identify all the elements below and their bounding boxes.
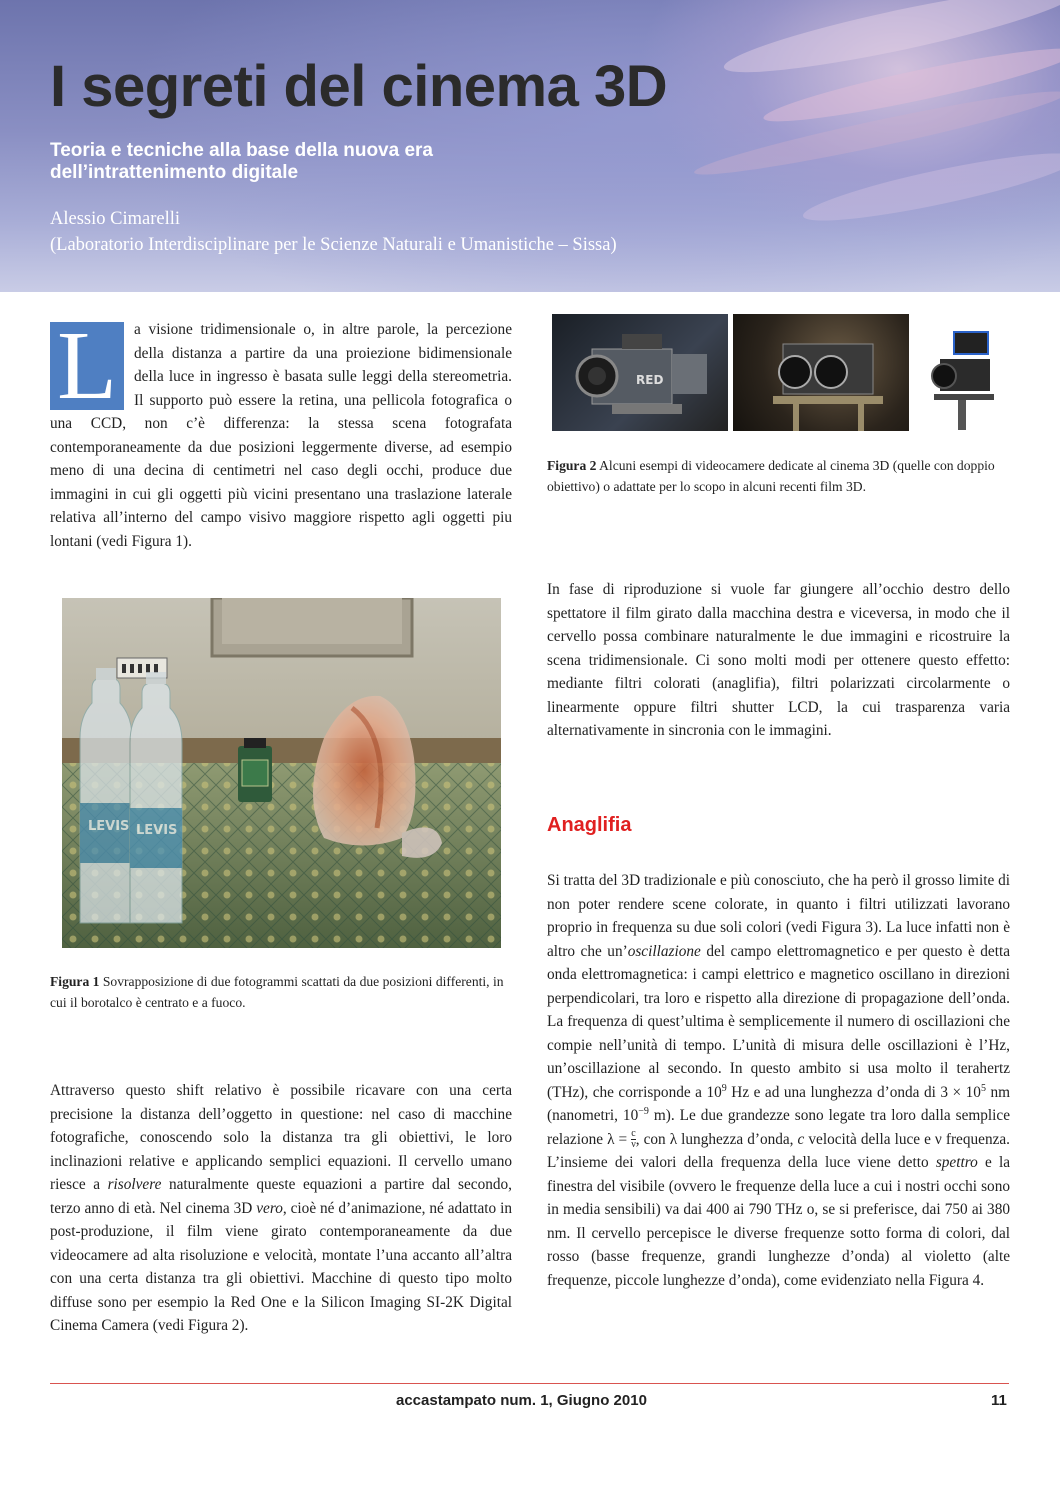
header-banner (0, 0, 1060, 292)
figure-2-camera-3 (914, 314, 1010, 431)
figure-2-caption-text: Alcuni esempi di videocamere dedicate al cinema 3D (quelle con doppio obiettivo) o adattate per lo scopo in alcuni recenti film 3D. (547, 458, 995, 494)
figure-1-label: Figura 1 (50, 974, 100, 989)
emphasis: risolvere (107, 1176, 162, 1193)
footer-divider (50, 1383, 1009, 1384)
intro-paragraph (50, 312, 512, 553)
section-title-anaglifia: Anaglifia (547, 814, 632, 836)
figure-1-photo (62, 598, 501, 948)
intro-text: a visione tridimensionale o, in altre parole, la percezione della distanza a partire da una proiezione bidimensionale della luce in ingresso è basata sulle leggi della stereometria. Il supporto può essere la retina, una pellicola fotografica o una CCD, non c’è differenza: la stessa scena fotografata contemporaneamente da due posizioni leggermente diverse, ad esempio meno di una decina di centimetri nel caso degli occhi, produce due immagini in cui gli oggetti più vicini presentano una traslazione laterale relativa all’interno del campo visivo maggiore rispetto agli oggetti piu lontani (vedi Figura 1). (50, 321, 512, 550)
svg-text:RED: RED (636, 373, 664, 387)
superscript: 5 (980, 1082, 986, 1094)
footer-journal: accastampato num. 1, Giugno 2010 (396, 1392, 647, 1409)
page-number: 11 (991, 1392, 1007, 1409)
camera-rig-image (552, 314, 728, 431)
figure-2-camera-2 (733, 314, 909, 431)
figure-1-illustration (62, 598, 501, 948)
author-affiliation: (Laboratorio Interdisciplinare per le Scienze Naturali e Umanistiche – Sissa) (50, 235, 617, 255)
emphasis: spettro (935, 1154, 978, 1171)
figure-2-camera-1 (552, 314, 728, 431)
figure-1-caption-text: Sovrapposizione di due fotogrammi scattati da due posizioni differenti, in cui il borotalco è centrato e a fuoco. (50, 974, 504, 1010)
emphasis: c (797, 1130, 805, 1148)
svg-text:LEVIS: LEVIS (136, 823, 178, 838)
camera-3d-rig-image (733, 314, 909, 431)
author-block (50, 206, 617, 258)
banner-streak (800, 141, 1060, 232)
figure-1-caption (50, 971, 512, 1013)
paragraph-reproduction: In fase di riproduzione si vuole far giungere all’occhio destro dello spettatore il film girato dalla macchina destra e viceversa, in modo che il cervello possa combinare naturalmente le due immagini e ricostruire la scena tridimensionale. Ci sono molti modi per ottenere questo effetto: mediante filtri colorati (anaglifia), filtri polarizzati circolarmente o linearmente oppure filtri shutter LCD, la cui trasparenza varia alternativamente in sincronia con le immagini. (547, 581, 1010, 739)
article-subtitle: Teoria e tecniche alla base della nuova era dell’intrattenimento digitale (50, 140, 433, 183)
author-name: Alessio Cimarelli (50, 209, 180, 229)
fraction-c-over-nu: $\frac{c}{\nu}$ (631, 1128, 636, 1151)
figure-2-label: Figura 2 (547, 458, 597, 473)
paragraph-anaglifia: Si tratta del 3D tradizionale e più conosciuto, che ha però il grosso limite di non poter rendere scene colorate, in quanto i filtri utilizzati lavorano proprio in frequenza su due soli colori (vedi Figura 3). La luce infatti non è altro che un’oscillazione del campo elettromagnetico e per questo è detta onda elettromagnetica: i campi elettrico e magnetico oscillano in direzioni perpendicolari, tra loro e rispetto alla direzione di propagazione dell’onda. La frequenza di quest’ultima è semplicemente il numero di oscillazioni che compie nell’unità di tempo. L’unità di misura delle oscillazioni è l’Hz, un’oscillazione al secondo. In questo ambito si usa molto il terahertz (THz), che corrisponde a $10^9$ Hz e ad una lunghezza d’onda di $3 \times 10^5$ nm (nanometri, $10^{-9}$ m). Le due grandezze sono legate tra loro dalla semplice relazione λ = $\frac{c}{\nu}$ , con λ lunghezza d’onda, c velocità della luce e ν frequenza. L’insieme dei valori della frequenza della luce viene detto spettro e la finestra del visibile (ovvero le frequenze della luce a cui i nostri occhi sono in media sensibili) va dai 400 ai 790 THz o, se si preferisce, dai 750 ai 380 nm. Il cervello percepisce le diverse frequenze sotto forma di colori, dal rosso (basse frequenze, grandi lunghezze d’onda) al violetto (alte frequenze, piccole lunghezze d’onda), come evidenziato nella Figura 4. (547, 872, 1011, 1289)
superscript: −9 (638, 1105, 649, 1117)
article-title: I segreti del cinema 3D (50, 54, 668, 119)
drop-cap: L (50, 322, 124, 410)
figure-2-caption (547, 455, 1010, 497)
svg-text:LEVIS: LEVIS (88, 819, 130, 834)
compact-cinema-camera-image (914, 314, 1010, 431)
emphasis: vero (256, 1199, 283, 1217)
superscript: 9 (721, 1082, 727, 1094)
paragraph-stereo-shift: Attraverso questo shift relativo è possibile ricavare con una certa precisione la distanza dell’oggetto in questione: nel caso di macchine fotografiche, conoscendo solo la distanza tra gli obiettivi, le loro inclinazioni relative e applicando semplici equazioni. Il cervello umano riesce a risolvere naturalmente queste equazioni a partire dal secondo, terzo anno di età. Nel cinema 3D vero, cioè né d’animazione, né adattato in post-produzione, il film viene girato contemporaneamente da due videocamere ad alta risoluzione e velocità, montate l’una accanto all’altra con una certa distanza tra gli obiettivi. Macchine di questo tipo molto diffuse sono per esempio la Red One e la Silicon Imaging SI-2K Digital Cinema Camera (vedi Figura 2). (50, 1082, 513, 1334)
emphasis: oscillazione (627, 942, 701, 960)
